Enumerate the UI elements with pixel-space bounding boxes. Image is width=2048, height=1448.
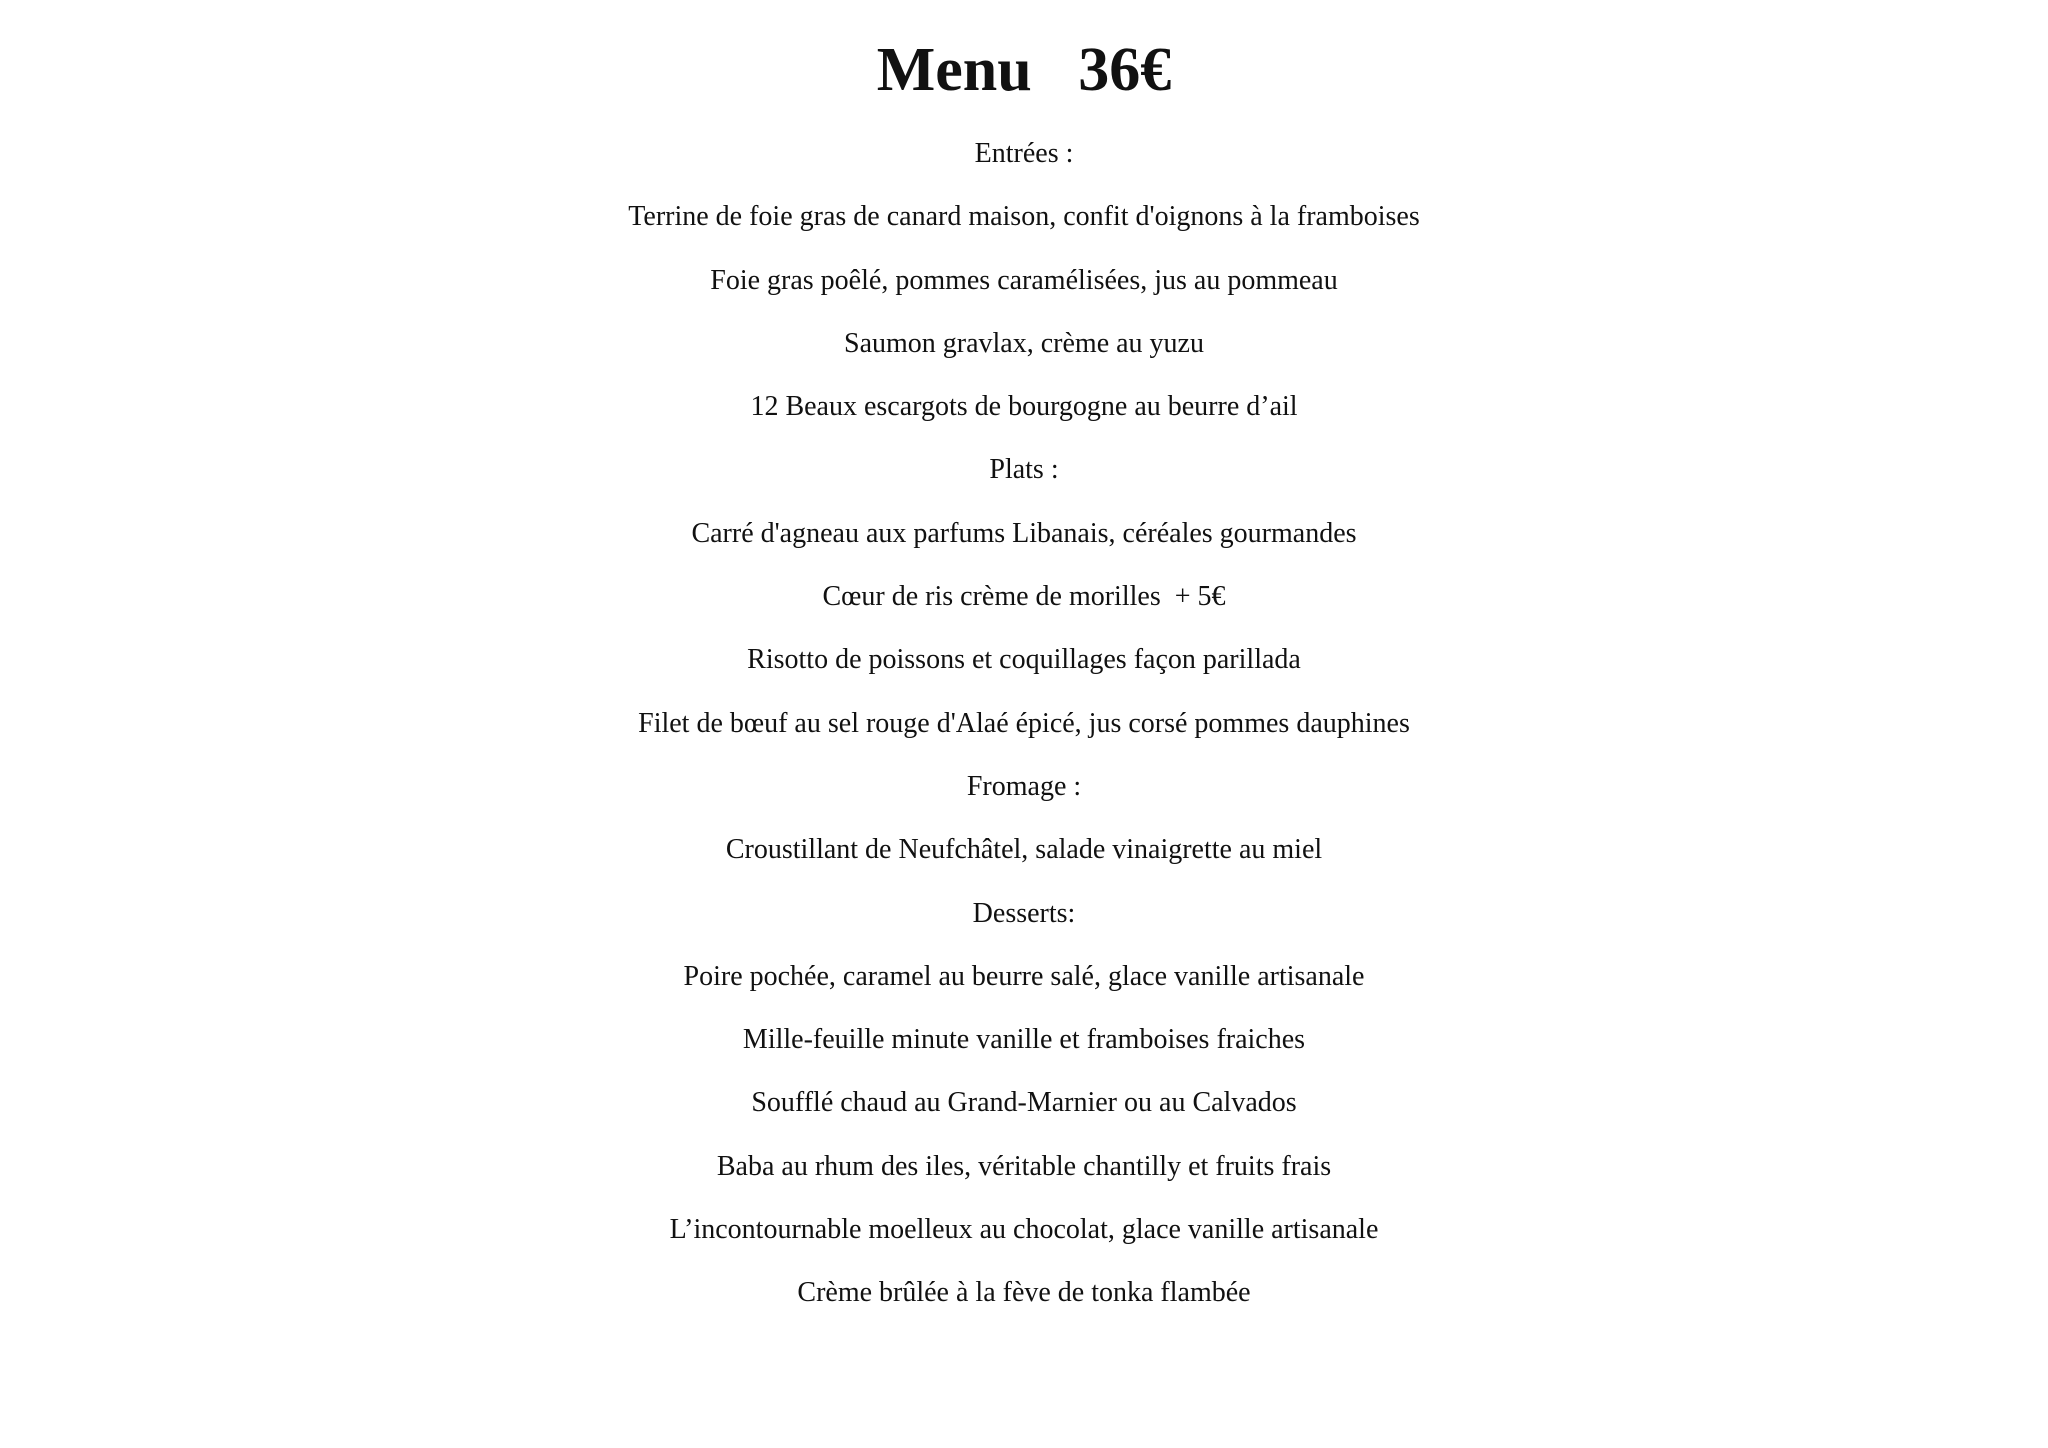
menu-item: L’incontournable moelleux au chocolat, glace vanille artisanale	[669, 1214, 1379, 1246]
menu-title: Menu 36€	[876, 36, 1172, 104]
menu-item: Poire pochée, caramel au beurre salé, glace vanille artisanale	[683, 960, 1365, 992]
menu-item: Baba au rhum des iles, véritable chantilly et fruits frais	[716, 1150, 1332, 1182]
menu-item: 12 Beaux escargots de bourgogne au beurre d’ail	[750, 391, 1298, 423]
menu-lines	[0, 128, 2048, 1331]
menu-item: Saumon gravlax, crème au yuzu	[844, 327, 1204, 359]
menu-item: Carré d'agneau aux parfums Libanais, céréales gourmandes	[691, 517, 1357, 549]
menu-item: Soufflé chaud au Grand-Marnier ou au Calvados	[751, 1087, 1297, 1119]
section-heading-plats: Plats :	[989, 454, 1059, 486]
section-heading-entrees: Entrées :	[974, 138, 1074, 169]
section-heading-fromage: Fromage :	[966, 770, 1082, 802]
menu-item: Cœur de ris crème de morilles + 5€	[822, 581, 1226, 613]
menu-item: Terrine de foie gras de canard maison, confit d'oignons à la framboises	[628, 201, 1420, 233]
menu-item: Croustillant de Neufchâtel, salade vinaigrette au miel	[725, 834, 1323, 866]
section-heading-desserts: Desserts:	[972, 897, 1076, 929]
menu-item: Foie gras poêlé, pommes caramélisées, jus au pommeau	[710, 264, 1338, 296]
menu-item: Risotto de poissons et coquillages façon parillada	[747, 644, 1301, 676]
menu-item: Mille-feuille minute vanille et framboises fraiches	[742, 1024, 1306, 1056]
menu-item: Crème brûlée à la fève de tonka flambée	[797, 1277, 1251, 1309]
menu-item: Filet de bœuf au sel rouge d'Alaé épicé, jus corsé pommes dauphines	[638, 707, 1410, 739]
